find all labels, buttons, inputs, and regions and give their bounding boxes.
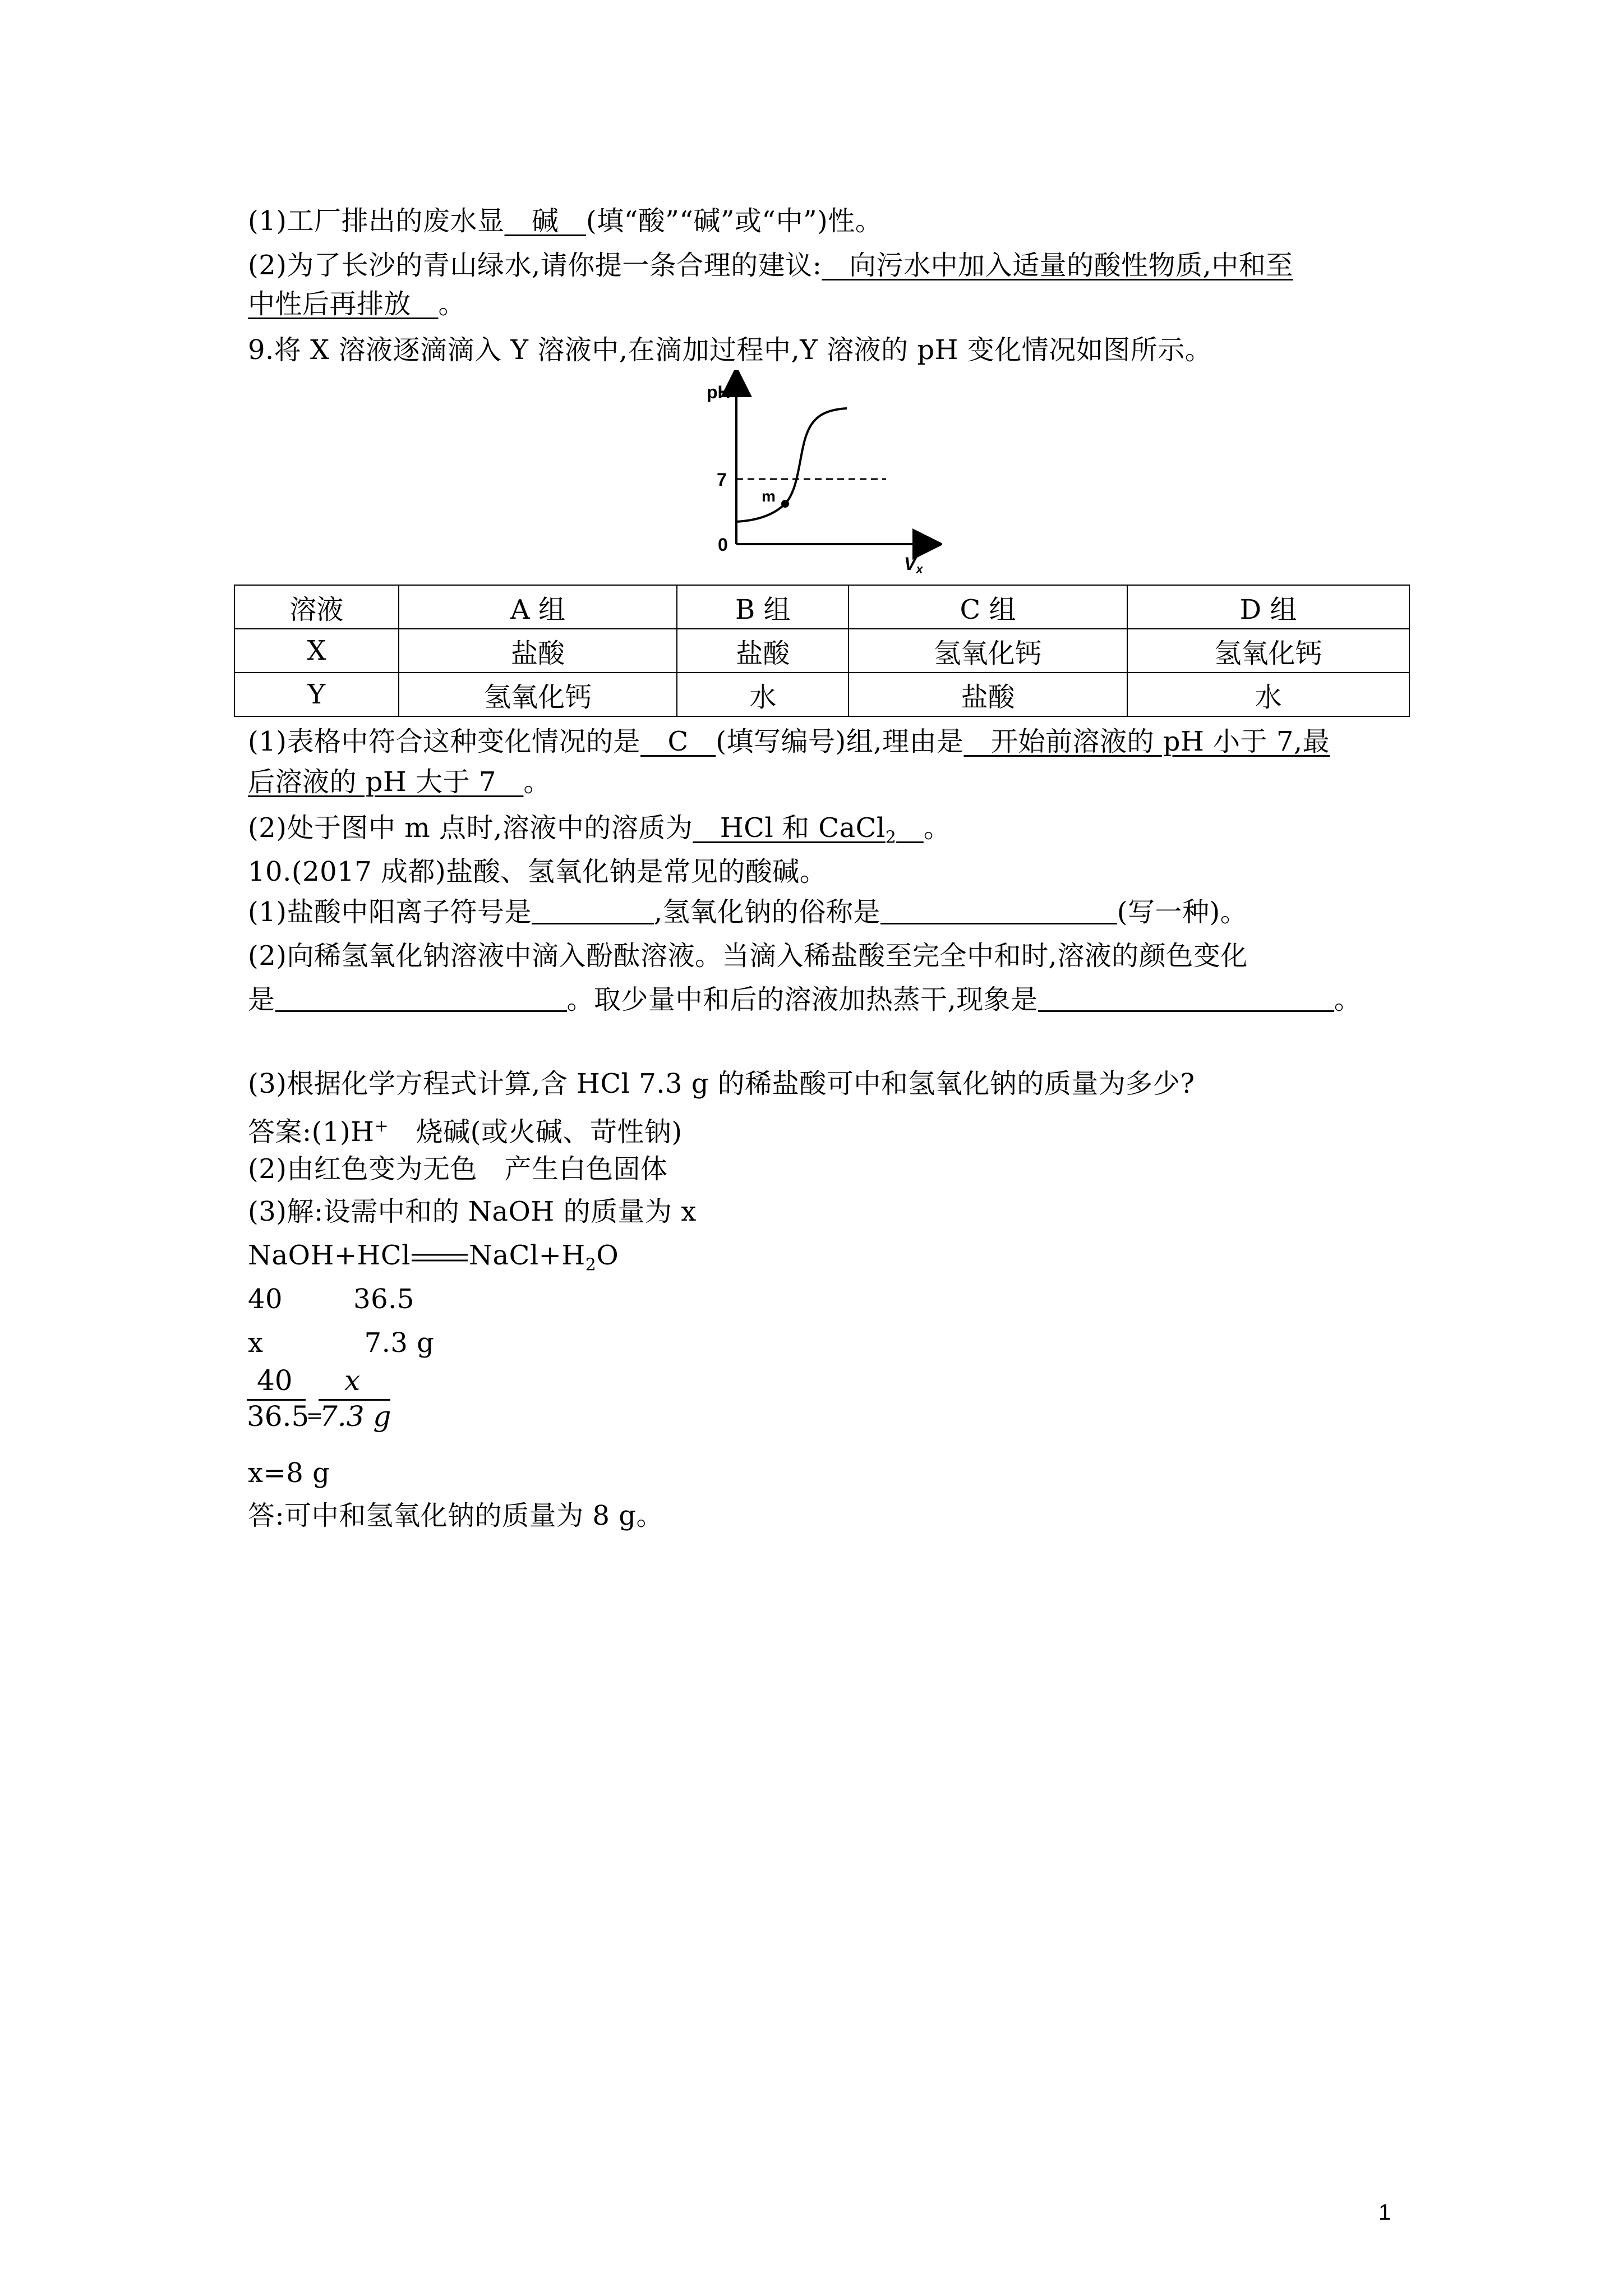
- q10-part2: (2)向稀氢氧化钠溶液中滴入酚酞溶液。当滴入稀盐酸至完全中和时,溶液的颜色变化: [248, 940, 1248, 972]
- q10-part2-text: 是: [248, 984, 275, 1015]
- q9-part1-reason-cont: 后溶液的 pH 大于 7: [248, 766, 524, 798]
- q10-part1-blank1: [532, 897, 654, 924]
- q10-part2-text-end: 。: [1334, 984, 1362, 1015]
- q9-part1-answer: C: [640, 726, 716, 757]
- q10-answer-3: (3)解:设需中和的 NaOH 的质量为 x: [248, 1196, 697, 1227]
- q8-part1: [248, 204, 882, 238]
- table-header-row: [234, 585, 1409, 629]
- q8-part2-text: (2)为了长沙的青山绿水,请你提一条合理的建议:: [248, 250, 822, 281]
- table-row: [234, 673, 1409, 716]
- q10-answer-2: (2)由红色变为无色 产生白色固体: [248, 1153, 668, 1185]
- q8-part1-text: (1)工厂排出的废水显: [248, 205, 505, 237]
- q8-part1-text-end: (填“酸”“碱”或“中”)性。: [586, 205, 883, 237]
- q9-part1-text-mid: (填写编号)组,理由是: [716, 726, 964, 757]
- q9-part1: [248, 725, 1330, 758]
- fraction-denominator-1: 36.5: [247, 1400, 310, 1433]
- q9-part2: [248, 811, 951, 855]
- q10-stem: 10.(2017 成都)盐酸、氢氧化钠是常见的酸碱。: [248, 856, 827, 887]
- ph-curve-graph: [695, 370, 942, 578]
- chemical-equation: NaOH+HCl $NaCl+H_2O$: [248, 1240, 619, 1275]
- table-cell: 水: [1127, 673, 1409, 716]
- table-header-cell: C 组: [849, 585, 1127, 629]
- table-cell: 氢氧化钙: [849, 629, 1127, 673]
- point-m-label: m: [762, 487, 776, 505]
- q10-part1-text-end: (写一种)。: [1117, 896, 1248, 928]
- final-answer: 答:可中和氢氧化钠的质量为 8 g。: [248, 1500, 663, 1531]
- q8-part2-answer: 向污水中加入适量的酸性物质,中和至: [822, 250, 1293, 281]
- q9-stem: 9.将 X 溶液逐滴滴入 Y 溶液中,在滴加过程中,Y 溶液的 pH 变化情况如图所示。: [248, 334, 1212, 366]
- table-cell: X: [234, 629, 399, 673]
- table-cell: 氢氧化钙: [399, 673, 677, 716]
- q9-part1-end: 。: [523, 766, 551, 798]
- mass-row-2: x 7.3 g: [248, 1327, 435, 1359]
- table-header-cell: 溶液: [234, 585, 399, 629]
- q8-part2-answer-cont: 中性后再排放: [248, 288, 439, 320]
- table-cell: 盐酸: [677, 629, 849, 673]
- q10-part2-text-mid: 。取少量中和后的溶液加热蒸干,现象是: [566, 984, 1038, 1015]
- q10-part3: (3)根据化学方程式计算,含 HCl 7.3 g 的稀盐酸可中和氢氧化钠的质量为多少?: [248, 1068, 1195, 1099]
- q9-part1-text: (1)表格中符合这种变化情况的是: [248, 726, 640, 757]
- ref-7-label: 7: [717, 470, 727, 490]
- table-header-cell: A 组: [399, 585, 677, 629]
- q10-part1-text: (1)盐酸中阳离子符号是: [248, 896, 532, 928]
- q9-part2-text: (2)处于图中 m 点时,溶液中的溶质为: [248, 812, 693, 844]
- q8-part1-answer: 碱: [504, 205, 587, 237]
- solution-group-table: [234, 585, 1410, 717]
- q10-part2-blank2: [1038, 984, 1334, 1012]
- page-number: 1: [1378, 2200, 1391, 2225]
- table-cell: Y: [234, 673, 399, 716]
- table-cell: 水: [677, 673, 849, 716]
- table-header-cell: B 组: [677, 585, 849, 629]
- q8-part2: [248, 249, 1293, 282]
- q10-answer-1: 答案:(1)H+ 烧碱(或火碱、苛性钠): [248, 1116, 683, 1148]
- table-row: [234, 629, 1409, 673]
- equals-sign: =: [306, 1405, 324, 1428]
- table-header-cell: D 组: [1127, 585, 1409, 629]
- ph-curve: [736, 408, 847, 522]
- x-axis-label: Vx: [904, 554, 923, 576]
- q8-part2-cont: [248, 287, 465, 321]
- origin-label: 0: [718, 535, 728, 555]
- q10-part1: [248, 895, 1247, 929]
- table-cell: 氢氧化钙: [1127, 629, 1409, 673]
- fraction-numerator-2: x: [344, 1364, 361, 1397]
- equals-arrow-icon: [411, 1249, 469, 1266]
- q10-part1-text-mid: ,氢氧化钠的俗称是: [654, 896, 880, 928]
- fraction-denominator-2: 7.3 g: [320, 1400, 391, 1433]
- q10-part2-cont: [248, 983, 1361, 1016]
- q9-part1-reason: 开始前溶液的 pH 小于 7,最: [963, 726, 1330, 757]
- calc-result: x=8 g: [248, 1457, 330, 1489]
- q10-part2-blank1: [275, 984, 567, 1012]
- table-cell: 盐酸: [849, 673, 1127, 716]
- mass-row-1: 40 36.5: [248, 1283, 414, 1315]
- q9-part1-cont: [248, 765, 551, 799]
- y-axis-label: pH: [707, 382, 731, 402]
- fraction-numerator-1: 40: [257, 1364, 293, 1397]
- q8-part2-end: 。: [438, 288, 466, 320]
- point-m: [781, 500, 789, 508]
- q10-part1-blank2: [880, 897, 1117, 924]
- table-cell: 盐酸: [399, 629, 677, 673]
- q9-part2-answer: HCl 和 CaCl$_2$: [693, 812, 897, 848]
- q9-part2-end: 。: [923, 812, 951, 844]
- proportion-fraction: [247, 1364, 393, 1437]
